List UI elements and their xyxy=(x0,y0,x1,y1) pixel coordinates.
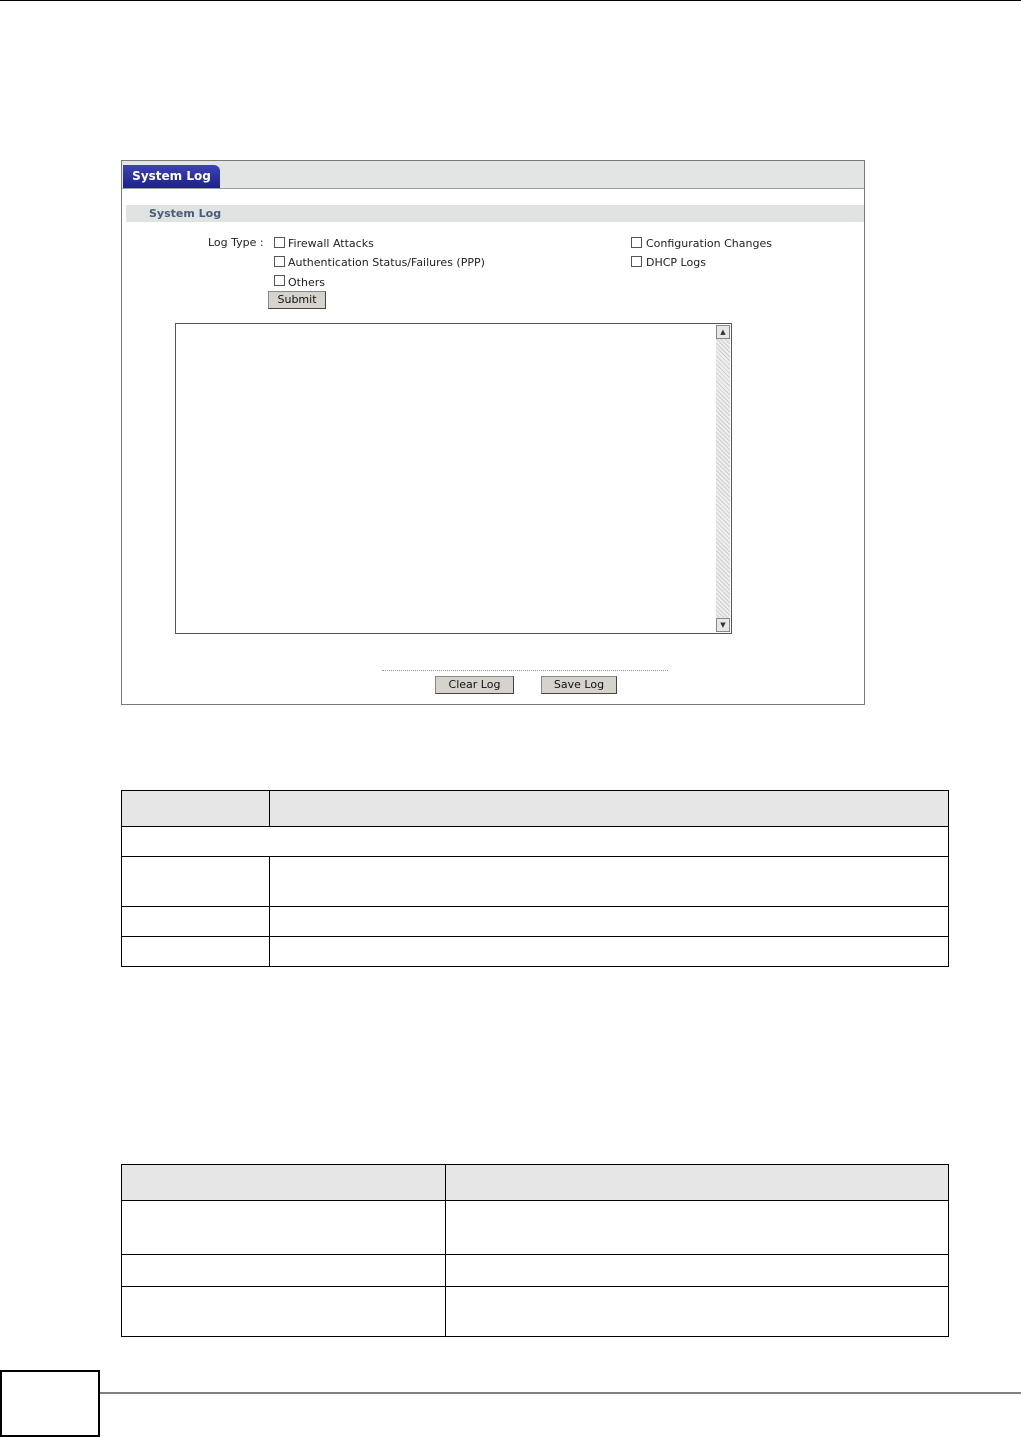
scroll-up-icon[interactable]: ▲ xyxy=(716,325,730,339)
table-row xyxy=(122,1201,949,1255)
submit-button[interactable]: Submit xyxy=(268,291,326,309)
table-header xyxy=(122,791,949,827)
field-table xyxy=(121,790,949,967)
divider xyxy=(382,670,668,671)
table-row xyxy=(122,857,949,907)
table-row xyxy=(122,827,949,857)
dhcp-logs-label: DHCP Logs xyxy=(646,256,706,269)
table-row xyxy=(122,1287,949,1337)
page-footer xyxy=(0,1370,1021,1437)
log-table xyxy=(121,1164,949,1337)
table-row xyxy=(122,1255,949,1287)
log-scrollbar[interactable] xyxy=(716,325,730,632)
table-row xyxy=(122,907,949,937)
tab-system-log[interactable]: System Log xyxy=(123,165,220,188)
system-log-screenshot xyxy=(121,160,865,705)
scroll-down-icon[interactable]: ▼ xyxy=(716,618,730,632)
firewall-attacks-label: Firewall Attacks xyxy=(288,237,374,250)
tab-bar xyxy=(122,161,864,189)
others-checkbox[interactable] xyxy=(274,275,285,286)
table-row xyxy=(122,937,949,967)
configuration-changes-label: Configuration Changes xyxy=(646,237,772,250)
configuration-changes-checkbox[interactable] xyxy=(631,237,642,248)
log-textarea[interactable] xyxy=(175,323,732,634)
others-label: Others xyxy=(288,276,325,289)
clear-log-button[interactable]: Clear Log xyxy=(435,676,514,694)
authentication-checkbox[interactable] xyxy=(274,256,285,267)
section-title: System Log xyxy=(126,205,864,222)
page-number-box xyxy=(1,1371,99,1436)
authentication-label: Authentication Status/Failures (PPP) xyxy=(288,256,485,269)
firewall-attacks-checkbox[interactable] xyxy=(274,237,285,248)
dhcp-logs-checkbox[interactable] xyxy=(631,256,642,267)
top-rule xyxy=(0,0,1021,1)
log-type-label: Log Type : xyxy=(208,236,264,249)
save-log-button[interactable]: Save Log xyxy=(541,676,617,694)
table-header xyxy=(122,1165,949,1201)
